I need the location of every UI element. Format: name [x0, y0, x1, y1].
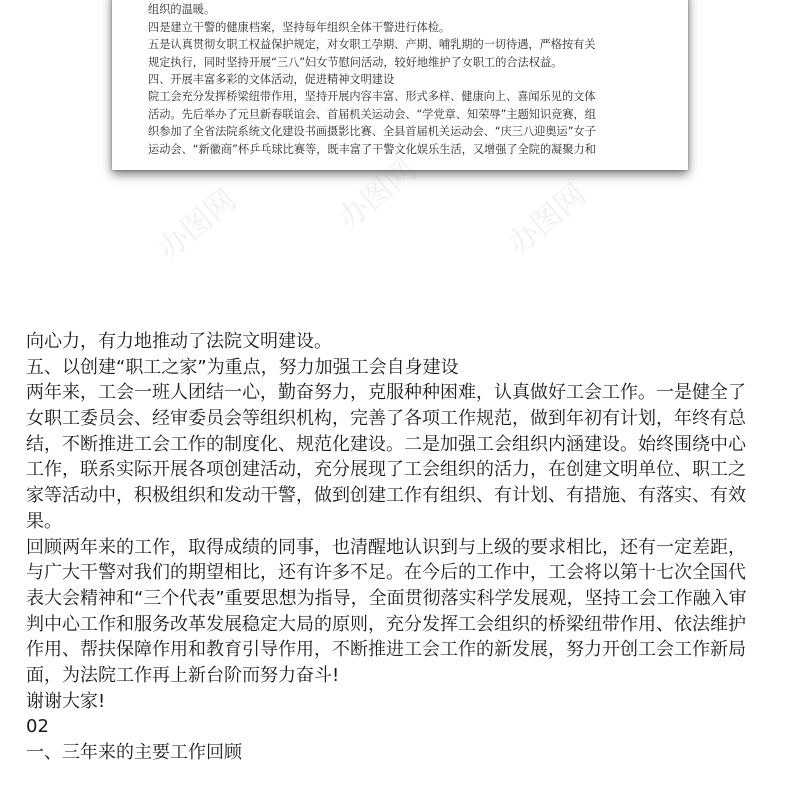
body-line: 两年来，工会一班人团结一心，勤奋努力，克服种种困难，认真做好工会工作。一是健全了 — [26, 382, 746, 404]
section-number: 02 — [26, 716, 49, 738]
body-line: 面，为法院工作再上新台阶而努力奋斗! — [26, 664, 340, 686]
document-body — [26, 329, 786, 766]
preview-line: 组织的温暖。 — [148, 3, 216, 17]
preview-line: 院工会充分发挥桥梁纽带作用，坚持开展内容丰富、形式多样、健康向上、喜闻乐见的文体 — [148, 90, 596, 104]
document-preview-card — [112, 0, 688, 170]
preview-text-block — [148, 0, 668, 158]
preview-line: 活动。先后举办了元旦新春联谊会、首届机关运动会、“学党章、知荣辱”主题知识竞赛，组 — [148, 107, 596, 121]
body-line: 回顾两年来的工作，取得成绩的同事，也清醒地认识到与上级的要求相比，还有一定差距， — [26, 536, 746, 558]
body-line: 家等活动中，积极组织和发动干警，做到创建工作有组织、有计划、有措施、有落实、有效 — [26, 485, 746, 507]
preview-heading: 四、开展丰富多彩的文体活动，促进精神文明建设 — [148, 72, 395, 86]
section-heading: 五、以创建“职工之家”为重点，努力加强工会自身建设 — [26, 356, 459, 378]
body-line: 结，不断推进工会工作的制度化、规范化建设。二是加强工会组织内涵建设。始终围绕中心 — [26, 433, 746, 455]
preview-line: 五是认真贯彻女职工权益保护规定，对女职工孕期、产期、哺乳期的一切待遇，严格按有关 — [148, 38, 596, 52]
body-line: 女职工委员会、经审委员会等组织机构，完善了各项工作规范，做到年初有计划，年终有总 — [26, 408, 746, 430]
watermark: 办图网 — [151, 182, 243, 268]
body-line: 与广大干警对我们的期望相比，还有许多不足。在今后的工作中，工会将以第十七次全国代 — [26, 562, 746, 584]
preview-line: 规定执行，同时坚持开展“三八”妇女节慰问活动，较好地维护了女职工的合法权益。 — [148, 55, 563, 69]
closing-line: 谢谢大家! — [26, 690, 106, 712]
preview-line: 织参加了全省法院系统文化建设书画摄影比赛、全县首届机关运动会、“庆三八迎奥运”女子 — [148, 125, 596, 139]
body-line: 工作，联系实际开展各项创建活动，充分展现了工会组织的活力，在创建文明单位、职工之 — [26, 459, 746, 481]
preview-line: 运动会、“新徽商”杯乒乓球比赛等，既丰富了干警文化娱乐生活，又增强了全院的凝聚力和 — [148, 142, 596, 156]
preview-line: 四是建立干警的健康档案，坚持每年组织全体干警进行体检。 — [148, 20, 451, 34]
body-line: 判中心工作和服务改革发展稳定大局的原则，充分发挥工会组织的桥梁纽带作用、依法维护 — [26, 613, 746, 635]
body-line: 作用、帮扶保障作用和教育引导作用，不断推进工会工作的新发展，努力开创工会工作新局 — [26, 639, 746, 661]
body-line: 果。 — [26, 510, 62, 532]
body-line: 表大会精神和“三个代表”重要思想为指导，全面贯彻落实科学发展观，坚持工会工作融入审 — [26, 587, 747, 609]
section-heading: 一、三年来的主要工作回顾 — [26, 742, 242, 763]
watermark: 办图网 — [331, 152, 423, 238]
body-line: 向心力，有力地推动了法院文明建设。 — [26, 331, 332, 352]
watermark: 办图网 — [501, 177, 593, 263]
